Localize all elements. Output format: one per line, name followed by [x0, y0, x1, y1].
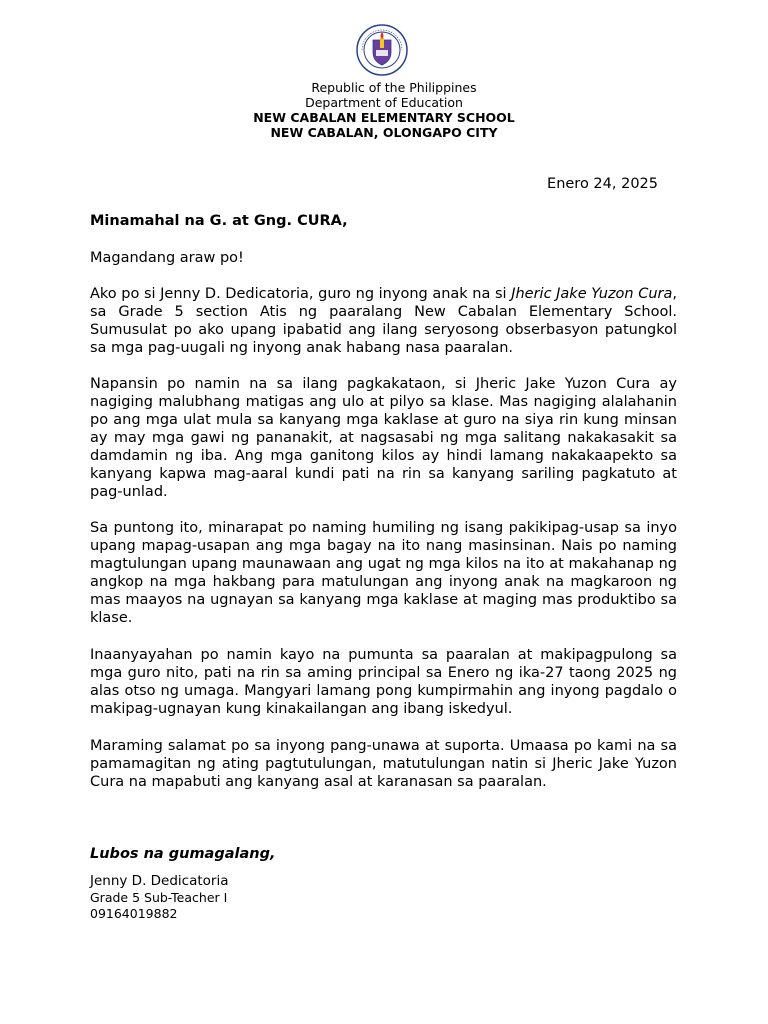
republic-line: Republic of the Philippines	[311, 80, 477, 95]
closing: Lubos na gumagalang,	[90, 846, 276, 862]
letter-date: Enero 24, 2025	[547, 176, 658, 192]
greeting: Magandang araw po!	[90, 250, 244, 266]
signer-position: Grade 5 Sub-Teacher I	[90, 890, 228, 905]
paragraph-request: Sa puntong ito, minarapat po naming humiling ng isang pakikipag-usap sa inyo upang mapag-usapan ang mga bagay na ito nang masinsinan. Nais po naming magtulungan upang maunawaan ang ugat ng mga kilos na ito at makahanap ng angkop na mga hakbang para matulungan ang inyong anak na magkaroon ng mas maayos na ugnayan sa kanyang mga kaklase at maging mas produktibo sa klase.	[90, 520, 677, 626]
salutation: Minamahal na G. at Gng. CURA,	[90, 213, 348, 229]
paragraph-thanks: Maraming salamat po sa inyong pang-unawa at suporta. Umaasa po kami na sa pamamagitan ng ating pagtutulungan, matutulungan natin si Jheric Jake Yuzon Cura na mapabuti ang kanyang asal at karanasan sa paaralan.	[90, 738, 677, 790]
paragraph-invitation: Inaanyayahan po namin kayo na pumunta sa paaralan at makipagpulong sa mga guro nito, pati na rin sa aming principal sa Enero ng ika-27 taong 2025 ng alas otso ng umaga. Mangyari lamang pong kumpirmahin ang inyong pagdalo o makipag-ugnayan kung kinakailangan ang ibang iskedyul.	[90, 647, 677, 717]
school-address: NEW CABALAN, OLONGAPO CITY	[270, 125, 498, 140]
student-name: Jheric Jake Yuzon Cura	[511, 286, 673, 302]
school-name: NEW CABALAN ELEMENTARY SCHOOL	[253, 110, 515, 125]
department-line: Department of Education	[305, 95, 463, 110]
paragraph-observations: Napansin po namin na sa ilang pagkakataon, si Jheric Jake Yuzon Cura ay nagiging malubhang matigas ang ulo at pilyo sa klase. Mas nagiging alalahanin po ang mga ulat mula sa kanyang mga kaklase at guro na siya rin kung minsan ay may mga gawi ng pananakit, at nagsasabi ng mga salitang nakakasakit sa damdamin ng iba. Ang mga ganitong kilos ay hindi lamang nakakaapekto sa kanyang kapwa mag-aaral kundi pati na rin sa kanyang sariling pagkatuto at pag-unlad.	[90, 376, 677, 500]
signature-block	[90, 873, 677, 922]
paragraph-intro	[90, 285, 677, 357]
intro-text-a: Ako po si Jenny D. Dedicatoria, guro ng inyong anak na si	[90, 286, 512, 302]
intro-text-b: , sa Grade 5 section Atis ng paaralang New Cabalan Elementary School. Sumusulat po ako upang ipabatid ang ilang seryosong obserbasyon patungkol sa mga pag-uugali ng inyong anak habang nasa paaralan.	[90, 286, 678, 356]
signer-name: Jenny D. Dedicatoria	[90, 873, 229, 889]
letterhead	[0, 80, 768, 140]
signer-phone: 09164019882	[90, 906, 178, 921]
deped-seal-icon	[356, 24, 408, 76]
